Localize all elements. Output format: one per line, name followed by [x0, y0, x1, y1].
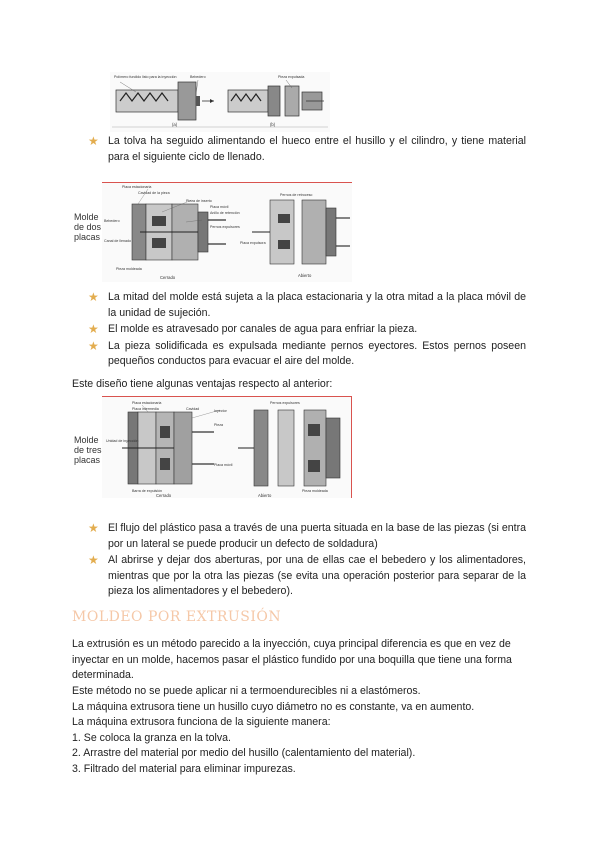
figure-two-plate-mold — [102, 182, 352, 282]
bullet-list-3 — [88, 521, 526, 601]
fig2-caption-closed: Cerrado — [160, 275, 176, 280]
text-line: 3. Filtrado del material para eliminar impurezas. — [72, 762, 296, 775]
fig2-label-5: Bebedero — [104, 219, 120, 223]
figure-2-side-label: Molde de dos placas — [74, 212, 102, 242]
fig3-caption-closed: Cerrado — [156, 493, 172, 498]
fig3-label-1: Placa intermedia — [132, 407, 159, 411]
fig2-label-4: Anillo de retención — [210, 211, 240, 215]
text-lines — [72, 684, 528, 778]
fig2-label-2: Pieza de inserto — [186, 199, 212, 203]
fig2-label-1: Cavidad de la pieza — [138, 191, 170, 195]
fig3-label-5: Unidad de inyección — [106, 439, 139, 443]
paragraph-advantages: Este diseño tiene algunas ventajas respecto al anterior: — [72, 378, 333, 390]
text-line: La máquina extrusora funciona de la siguiente manera: — [72, 716, 331, 729]
fig2-label-7: Canal de llenado — [104, 239, 131, 243]
fig2-label-8: Pieza moldeada — [116, 267, 142, 271]
fig3-label-6: Pernos expulsores — [270, 401, 300, 405]
fig3-caption-open: Abierto — [258, 493, 272, 498]
star-icon: ★ — [88, 521, 99, 535]
text-line: 1. Se coloca la granza en la tolva. — [72, 731, 232, 744]
list-item: ★ La tolva ha seguido alimentando el hueco entre el husillo y el cilindro, y tiene material para el siguiente ciclo de llenado. — [88, 134, 526, 163]
fig2-label-0: Placa estacionaria — [122, 185, 152, 189]
star-icon: ★ — [88, 338, 99, 353]
bullet-list-2 — [88, 290, 526, 371]
star-icon: ★ — [88, 322, 99, 337]
fig1-label-0: Polímero fundido listo para la inyección — [114, 75, 177, 79]
list-item: ★ El molde es atravesado por canales de agua para enfriar la pieza. — [88, 322, 418, 337]
section-heading: MOLDEO POR EXTRUSIÓN — [72, 609, 282, 625]
figure-3-side-label: Molde de tres placas — [74, 435, 102, 465]
fig2-label-3: Placa móvil — [210, 205, 229, 209]
fig1-label-2: Pieza expulsada — [278, 75, 305, 79]
star-icon: ★ — [88, 553, 99, 568]
bullet-list-1 — [88, 134, 526, 166]
text-line: Este método no se puede aplicar ni a termoendurecibles ni a elastómeros. — [72, 685, 421, 697]
paragraph-extrusion: La extrusión es un método parecido a la inyección, cuya principal diferencia es que en vez de inyectar en un molde, hacemos pasar el plástico fundido por una boquilla que tiene una forma determinada. — [72, 638, 512, 682]
text-line: 2. Arrastre del material por medio del husillo (calentamiento del material). — [72, 747, 416, 760]
fig3-label-9: Pieza moldeada — [302, 489, 328, 493]
fig1-caption-b: (b) — [270, 122, 276, 127]
fig2-label-6: Pernos expulsores — [210, 225, 240, 229]
star-icon: ★ — [88, 290, 99, 304]
fig2-label-10: Placa expulsora — [240, 241, 266, 245]
star-icon: ★ — [88, 134, 99, 148]
fig1-label-1: Bebedero — [190, 75, 206, 79]
fig3-label-2: Cavidad — [186, 407, 200, 411]
list-item: ★ La mitad del molde está sujeta a la placa estacionaria y la otra mitad a la placa móvil de la unidad de sujeción. — [88, 290, 526, 319]
text-line: La máquina extrusora tiene un husillo cuyo diámetro no es constante, va en aumento. — [72, 700, 475, 713]
fig1-caption-a: (a) — [172, 122, 178, 127]
list-item: ★ Al abrirse y dejar dos aberturas, por una de ellas cae el bebedero y los alimentadores, mientras que por la otra las piezas (se evita una operación posterior para separar de la pieza los alimentadores y el bebedero). — [88, 553, 526, 598]
fig3-label-8: Placa móvil — [214, 463, 233, 467]
fig3-label-3: Pieza — [214, 423, 223, 427]
fig2-caption-open: Abierto — [298, 273, 312, 278]
fig3-label-7: Barra de expulsión — [132, 489, 162, 493]
fig3-label-0: Placa estacionaria — [132, 401, 162, 405]
list-item: ★ El flujo del plástico pasa a través de una puerta situada en la base de las piezas (si entra por un lateral se puede producir un defecto de soldadura) — [88, 521, 526, 550]
list-item: ★ La pieza solidificada es expulsada mediante pernos eyectores. Estos pernos poseen pequeños conductos para evacuar el aire del molde. — [88, 338, 526, 368]
figure-three-plate-mold — [102, 396, 352, 498]
fig2-label-9: Pernos de retroceso — [280, 193, 313, 197]
fig3-label-4: Inyector — [214, 409, 227, 413]
figure-injection-cycle — [110, 72, 330, 132]
